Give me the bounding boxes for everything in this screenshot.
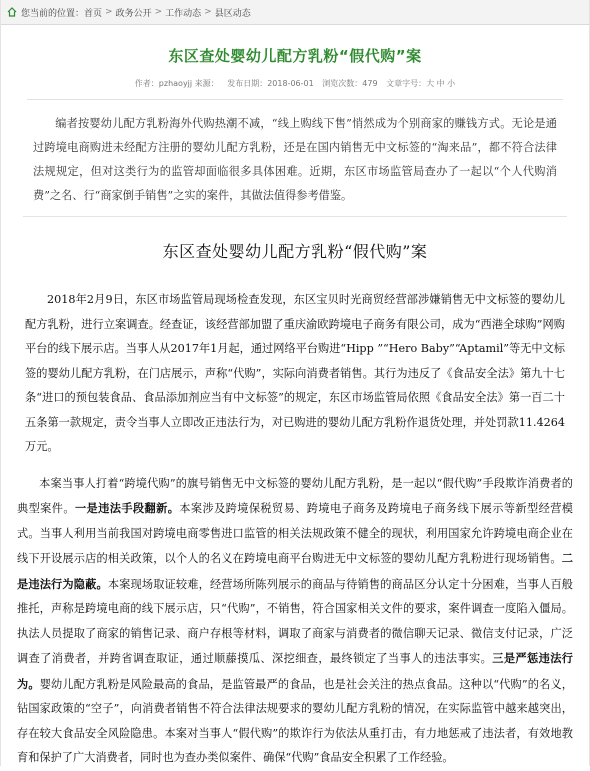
breadcrumb-item-county[interactable]: 县区动态 [214, 8, 251, 19]
home-icon [7, 7, 17, 17]
breadcrumb-separator: > [204, 7, 212, 17]
meta-published: 发布日期：2018-06-01 [227, 79, 314, 88]
article-subtitle: 东区查处婴幼儿配方乳粉“假代购”案 [162, 242, 428, 261]
breadcrumb-item-home[interactable]: 首页 [84, 8, 103, 19]
breadcrumb-prefix: 您当前的位置： [21, 8, 85, 19]
meta-views: 浏览次数：479 [322, 79, 378, 88]
paragraph-2-seg: 婴幼儿配方乳粉是风险最高的食品，是监管最严的食品，也是社会关注的热点食品。这种以“代购”的名义，钻国家政策的“空子”，向消费者销售不符合法律法规要求的婴幼儿配方乳粉的情况，在实际监管中越来越突出，存在较大食品安全风险隐患。本案对当事人“假代购”的欺诈行为依法从重打击，有力地惩戒了违法者，有效地教育和保护了广大消费者，同时也为查办类似案件、确保“代购”食品安全积累了工作经验。 [17, 677, 573, 764]
article-meta [27, 78, 563, 100]
breadcrumb [1, 0, 589, 25]
article-body [1, 239, 589, 771]
paragraph-2-highlight-3: 三是严惩违法行为。 [17, 651, 573, 691]
meta-font-size[interactable]: 文章字号：大 中 小 [386, 79, 456, 88]
breadcrumb-separator: > [105, 7, 113, 17]
breadcrumb-item-work[interactable]: 工作动态 [165, 8, 202, 19]
article-title: 东区查处婴幼儿配方乳粉“假代购”案 [168, 47, 422, 65]
summary-text: 编者按婴幼儿配方乳粉海外代购热潮不减，“线上购线下售”悄然成为个别商家的赚钱方式。无论是通过跨境电商购进未经配方注册的婴幼儿配方乳粉，还是在国内销售无中文标签的“淘来品”，都不符合法律法规规定，但对这类行为的监管却面临很多具体困难。近期，东区市场监管局查办了一起以“个人代购消费”之名、行“商家倒手销售”之实的案件，其做法值得参考借鉴。 [33, 117, 557, 202]
paragraph-2-seg: 本案涉及跨境保税贸易、跨境电子商务及跨境电子商务线下展示等新型经营模式。当事人利用当前我国对跨境电商零售进口监管的相关法规政策不健全的现状，利用国家允许跨境电商企业在线下开设展示店的相关政策，以个人的名义在跨境电商平台购进无中文标签的婴幼儿配方乳粉进行现场销售。 [17, 502, 573, 565]
breadcrumb-item-public[interactable]: 政务公开 [115, 8, 152, 19]
editor-summary [23, 100, 567, 217]
meta-author: 作者：pzhaoyjj 来源： [134, 79, 219, 88]
paragraph-1 [25, 288, 565, 460]
paragraph-2-highlight-1: 一是违法手段翻新。 [74, 501, 180, 515]
paragraph-2-highlight-2: 二是违法行为隐蔽。 [17, 551, 573, 591]
paragraph-2 [17, 472, 573, 771]
paragraph-1-text: 2018年2月9日，东区市场监管局现场检查发现，东区宝贝时光商贸经营部涉嫌销售无中文标签的婴幼儿配方乳粉，进行立案调查。经查证，该经营部加盟了重庆渝欧跨境电子商务有限公司，成为“西港全球购”网购平台的线下展示店。当事人从2017年1月起，通过网络平台购进“Hipp ”“Hero Baby”“Aptamil”等无中文标签的婴幼儿配方乳粉，在门店展示，声称“代购”，实际向消费者销售。其行为违反了《食品安全法》第九十七条“进口的预包装食品、食品添加剂应当有中文标签”的规定，东区市场监管局依照《食品安全法》第一百二十五条第一款规定，责令当事人立即改正违法行为，对已购进的婴幼儿配方乳粉作退货处理，并处罚款11.4264万元。 [25, 293, 565, 453]
paragraph-2-seg: 本案当事人打着“跨境代购”的旗号销售无中文标签的婴幼儿配方乳粉，是一起以“假代购”手段欺诈消费者的典型案件。 [17, 476, 573, 515]
paragraph-2-seg: 本案现场取证较难，经营场所陈列展示的商品与待销售的商品区分认定十分困难，当事人百般推托，声称是跨境电商的线下展示店，只“代购”，不销售，符合国家相关文件的要求，案件调查一度陷入僵局。执法人员提取了商家的销售记录、商户存根等材料，调取了商家与消费者的微信聊天记录、微信支付记录，广泛调查了消费者，并跨省调查取证，通过顺藤摸瓜、深挖细查，最终锁定了当事人的违法事实。 [17, 577, 573, 665]
breadcrumb-separator: > [154, 7, 163, 17]
